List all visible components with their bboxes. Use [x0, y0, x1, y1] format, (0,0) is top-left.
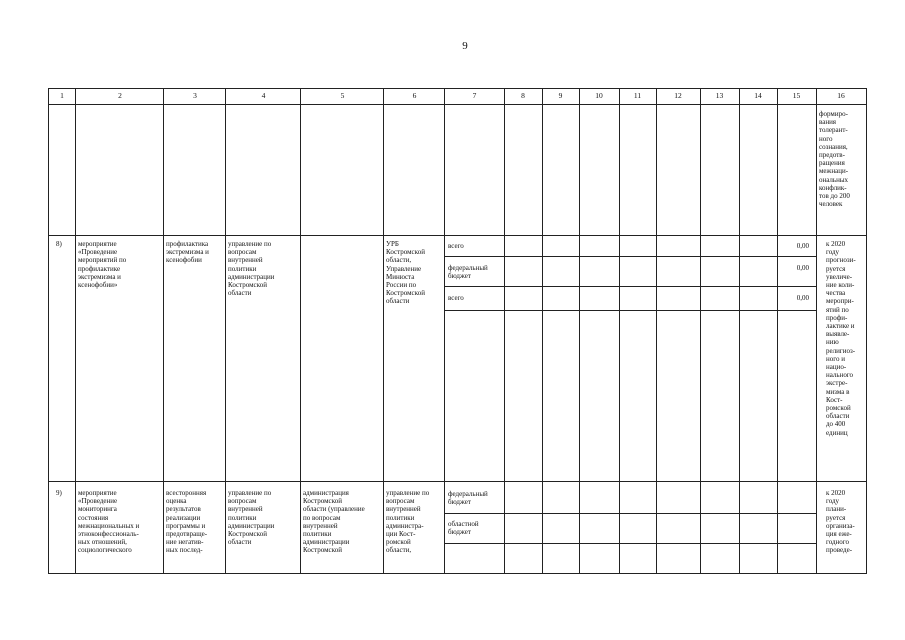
col-line	[816, 88, 817, 574]
row8-source-3: всего	[448, 294, 464, 302]
row8-activity: мероприятие «Проведение мероприятий по профилактике экстремизма и ксенофобии»	[78, 240, 127, 290]
row9-goal: всесторонняя оценка результатов реализации программы и предотвраще- ние негатив- ных послед-	[166, 489, 208, 555]
row8-value-2: 0,00	[796, 264, 809, 272]
col-line	[579, 88, 580, 574]
col-line	[383, 88, 384, 574]
cont-outcome: формиро- вания толерант- ного сознания, предотв- ращения межнаци- ональных конфлик- тов до 200 человек	[819, 110, 850, 209]
header-col-2: 2	[118, 91, 122, 100]
row8-outcome: к 2020 году прогнози- руется увеличе- ние коли- чества меропри- ятий по профи- лактике и выявле- нию религиоз- ного и нацио- нального экстре- мизма в Кост- ромской области до 400 единиц	[826, 240, 856, 437]
row8-source-1: всего	[448, 242, 464, 250]
col-line	[739, 88, 740, 574]
col-line	[542, 88, 543, 574]
header-col-15: 15	[792, 91, 801, 100]
row8-responsible: управление по вопросам внутренней политики администрации Костромской области	[228, 240, 275, 298]
header-col-13: 13	[715, 91, 724, 100]
col-line	[619, 88, 620, 574]
col-line	[777, 88, 778, 574]
row9-executor: администрация Костромской области (управление по вопросам внутренней политики администрации Костромской	[303, 489, 365, 555]
col-line	[504, 88, 505, 574]
header-col-16: 16	[837, 91, 845, 100]
header-col-8: 8	[521, 91, 525, 100]
row-divider-8	[48, 481, 867, 482]
row8-participants: УРБ Костромской области, Управление Минюста России по Костромской области	[386, 240, 425, 306]
subrow-line	[444, 543, 816, 544]
col-line	[163, 88, 164, 574]
row9-participants: управление по вопросам внутренней политики администра- ции Кост- ромской области,	[386, 489, 430, 555]
row9-outcome: к 2020 году плани- руется организа- ция еже- годного проведе-	[826, 489, 855, 555]
subrow-line	[444, 513, 816, 514]
header-col-14: 14	[754, 91, 762, 100]
row8-source-2: федеральный бюджет	[448, 264, 488, 281]
col-line	[75, 88, 76, 574]
row9-responsible: управление по вопросам внутренней политики администрации Костромской области	[228, 489, 275, 547]
header-col-11: 11	[633, 91, 642, 100]
header-col-7: 7	[472, 91, 477, 100]
subrow-line	[444, 310, 816, 311]
page-number: 9	[462, 40, 468, 52]
table-border-bottom	[48, 573, 867, 574]
header-col-5: 5	[340, 91, 345, 100]
row9-activity: мероприятие «Проведение мониторинга состояния межнациональных и этноконфессиональ- ных отношений, социологического	[78, 489, 140, 555]
row-divider-cont	[48, 235, 867, 236]
row8-goal: профилактика экстремизма и ксенофобии	[166, 240, 209, 265]
col-line	[300, 88, 301, 574]
col-line	[225, 88, 226, 574]
header-col-1: 1	[60, 91, 64, 100]
header-divider	[48, 104, 867, 105]
row9-source-2: областной бюджет	[448, 520, 479, 537]
col-line	[656, 88, 657, 574]
row8-value-1: 0,00	[796, 242, 809, 250]
header-col-10: 10	[595, 91, 603, 100]
row8-value-3: 0,00	[796, 294, 809, 302]
col-line	[444, 88, 445, 574]
col-line	[700, 88, 701, 574]
subrow-line	[444, 286, 816, 287]
row8-number: 8)	[56, 240, 62, 248]
header-col-6: 6	[412, 91, 417, 100]
header-col-12: 12	[674, 91, 682, 100]
row9-source-1: федеральный бюджет	[448, 490, 488, 507]
subrow-line	[444, 256, 816, 257]
table-border-right	[866, 88, 867, 574]
table-border-left	[48, 88, 49, 574]
row9-number: 9)	[56, 489, 62, 497]
header-col-4: 4	[261, 91, 266, 100]
header-col-3: 3	[193, 91, 197, 100]
header-col-9: 9	[558, 91, 563, 100]
